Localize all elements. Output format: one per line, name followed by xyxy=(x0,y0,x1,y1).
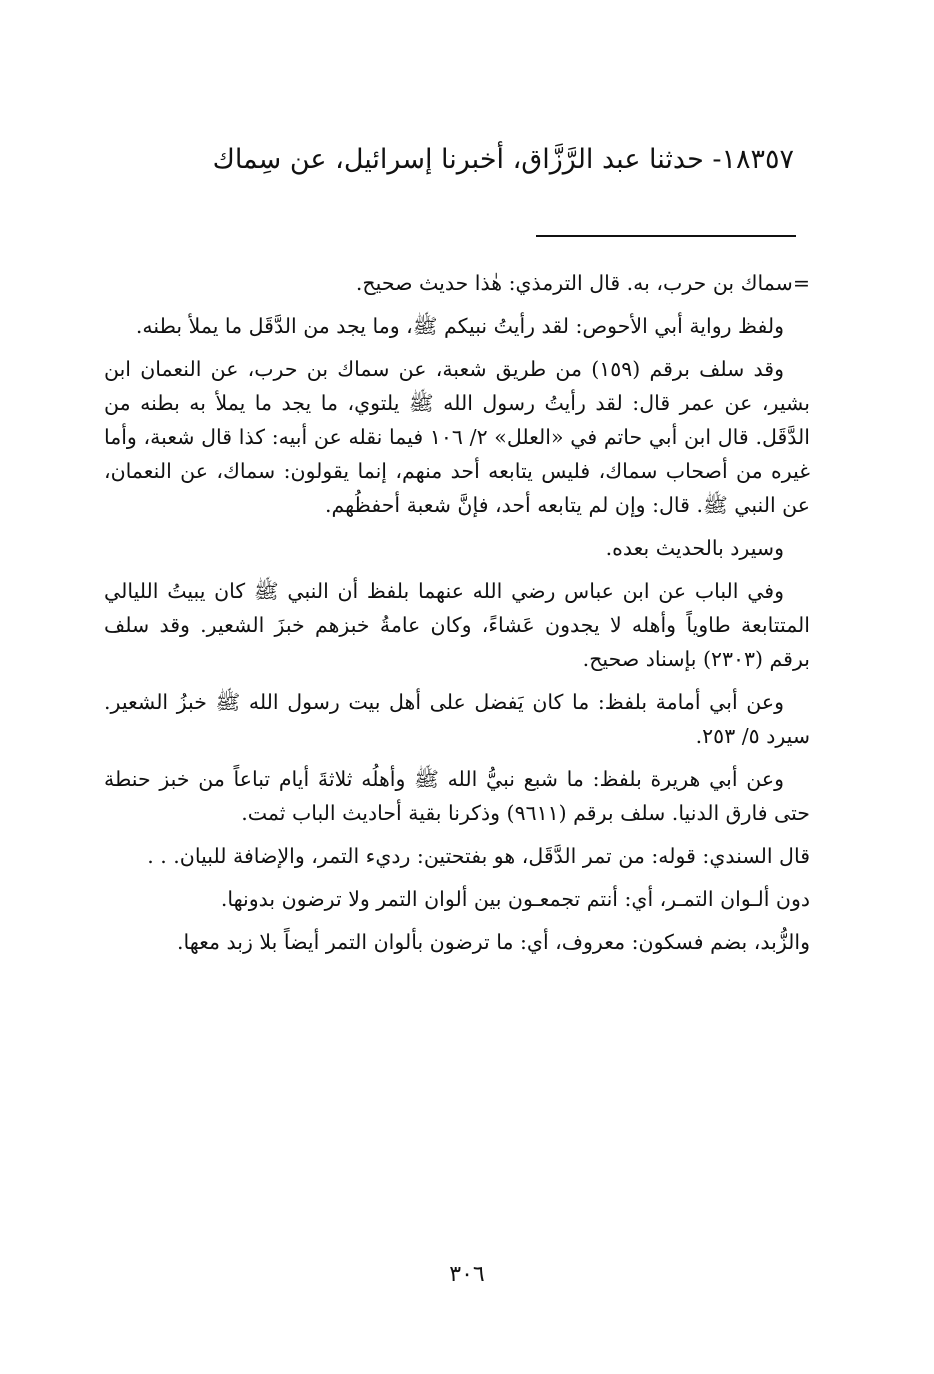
footnote-paragraph: ولفظ رواية أبي الأحوص: لقد رأيتُ نبيكم ﷺ، وما يجد من الدَّقَل ما يملأ بطنه. xyxy=(135,314,784,338)
footnote-paragraph: وعن أبي هريرة بلفظ: ما شبع نبيُّ الله ﷺ وأهلُه ثلاثةَ أيام تباعاً من خبز حنطة حتى فارق الدنيا. سلف برقم (٩٦١١) وذكرنا بقية أحاديث الباب ثمت. xyxy=(104,767,810,825)
hadith-main-text: ١٨٣٥٧- حدثنا عبد الرَّزَّاق، أخبرنا إسرائيل، عن سِماك xyxy=(212,144,794,175)
footnote-paragraph: وقد سلف برقم (١٥٩) من طريق شعبة، عن سماك بن حرب، عن النعمان ابن بشير، عن عمر قال: لقد رأيتُ رسول الله ﷺ يلتوي، ما يجد ما يملأ به بطنه من الدَّقَل. قال ابن أبي حاتم في «العلل» ٢/ ١٠٦ فيما نقله عن أبيه: كذا قال شعبة، وأما غيره من أصحاب سماك، فليس يتابعه أحد منهم، إنما يقولون: سماك، عن النعمان، عن النبي ﷺ. قال: وإن لم يتابعه أحد، فإنَّ شعبة أحفظُهم. xyxy=(104,357,810,517)
footnote-separator xyxy=(536,235,796,237)
footnote-paragraph: دون ألـوان التمـر، أي: أنتم تجمعـون بين ألوان التمر ولا ترضون بدونها. xyxy=(220,887,810,911)
footnote-paragraph: وعن أبي أمامة بلفظ: ما كان يَفضل على أهل بيت رسول الله ﷺ خبزُ الشعير. سيرد ٥/ ٢٥٣. xyxy=(104,690,810,748)
footnote-paragraph: وفي الباب عن ابن عباس رضي الله عنهما بلفظ أن النبي ﷺ كان يبيتُ الليالي المتتابعة طاوياً وأهله لا يجدون عَشاءً، وكان عامةُ خبزهم خبزَ الشعير. وقد سلف برقم (٢٣٠٣) بإسناد صحيح. xyxy=(104,579,810,671)
footnotes-block xyxy=(104,266,810,968)
footnote-paragraph: وسيرد بالحديث بعده. xyxy=(605,536,784,560)
footnote-paragraph: والزُّبد، بضم فسكون: معروف، أي: ما ترضون بألوان التمر أيضاً بلا زبد معها. xyxy=(176,930,810,954)
footnote-paragraph: قال السندي: قوله: من تمر الدَّقَل، هو بفتحتين: رديء التمر، والإضافة للبيان. . . xyxy=(147,844,810,868)
footnote-paragraph: =سماك بن حرب، به. قال الترمذي: هٰذا حديث صحيح. xyxy=(355,271,810,295)
page-number: ٣٠٦ xyxy=(449,1262,485,1287)
